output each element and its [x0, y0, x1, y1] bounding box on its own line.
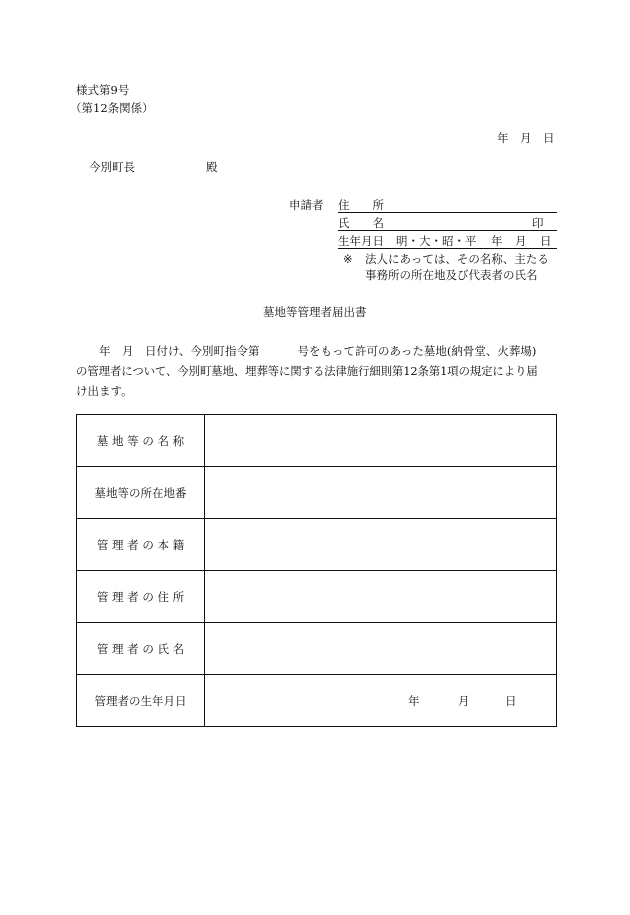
manager-domicile-field[interactable] — [205, 519, 557, 571]
body-line1-part1: 年 月 日付け、今別町指令第 — [76, 344, 260, 358]
submission-date: 年 月 日 — [497, 131, 555, 145]
applicant-label: 申請者 — [289, 198, 324, 212]
cemetery-name-field[interactable] — [205, 415, 557, 467]
birth-month-unit: 月 — [515, 234, 527, 248]
body-paragraph — [76, 341, 560, 401]
birth-year-unit: 年 — [491, 234, 503, 248]
row-label-cemetery-location: 墓地等の所在地番 — [77, 467, 205, 519]
corporate-note-line1: 法人にあっては、その名称、主たる — [365, 252, 549, 266]
notification-form-table — [76, 414, 557, 727]
birth-day-unit: 日 — [540, 234, 552, 248]
manager-birth-date-field[interactable] — [205, 675, 557, 727]
row-label-manager-domicile: 管 理 者 の 本 籍 — [77, 519, 205, 571]
addressee-title: 今別町長 — [89, 160, 135, 174]
row-label-manager-birth-date: 管理者の生年月日 — [77, 675, 205, 727]
table-row — [77, 415, 557, 467]
name-underline — [338, 230, 557, 231]
body-line1-part2: 号をもって許可のあった墓地(納骨堂、火葬場) — [297, 344, 537, 358]
name-label: 氏 名 — [338, 216, 384, 230]
body-line2: の管理者について、今別町墓地、埋葬等に関する法律施行細則第12条第1項の規定により届 — [76, 364, 538, 378]
manager-name-field[interactable] — [205, 623, 557, 675]
seal-mark: 印 — [532, 216, 544, 230]
birth-date-label: 生年月日 — [338, 234, 384, 248]
article-reference: （第12条関係） — [70, 101, 154, 115]
document-title: 墓地等管理者届出書 — [263, 305, 367, 319]
birth-month-unit: 月 — [458, 693, 470, 708]
address-underline — [338, 212, 557, 213]
manager-address-field[interactable] — [205, 571, 557, 623]
birth-year-unit: 年 — [408, 693, 420, 708]
note-mark: ※ — [343, 252, 353, 266]
body-line3: け出ます。 — [76, 384, 133, 398]
row-label-manager-address: 管 理 者 の 住 所 — [77, 571, 205, 623]
row-label-manager-name: 管 理 者 の 氏 名 — [77, 623, 205, 675]
corporate-note-line2: 事務所の所在地及び代表者の氏名 — [365, 268, 538, 282]
form-number: 様式第9号 — [76, 83, 130, 97]
birth-date-underline — [338, 248, 557, 249]
table-row — [77, 519, 557, 571]
era-options: 明・大・昭・平 — [396, 234, 477, 248]
table-row — [77, 467, 557, 519]
row-label-cemetery-name: 墓 地 等 の 名 称 — [77, 415, 205, 467]
table-row — [77, 675, 557, 727]
address-label: 住 所 — [338, 198, 384, 212]
addressee-honorific: 殿 — [206, 160, 218, 174]
birth-day-unit: 日 — [505, 693, 517, 708]
table-row — [77, 623, 557, 675]
table-row — [77, 571, 557, 623]
cemetery-location-field[interactable] — [205, 467, 557, 519]
